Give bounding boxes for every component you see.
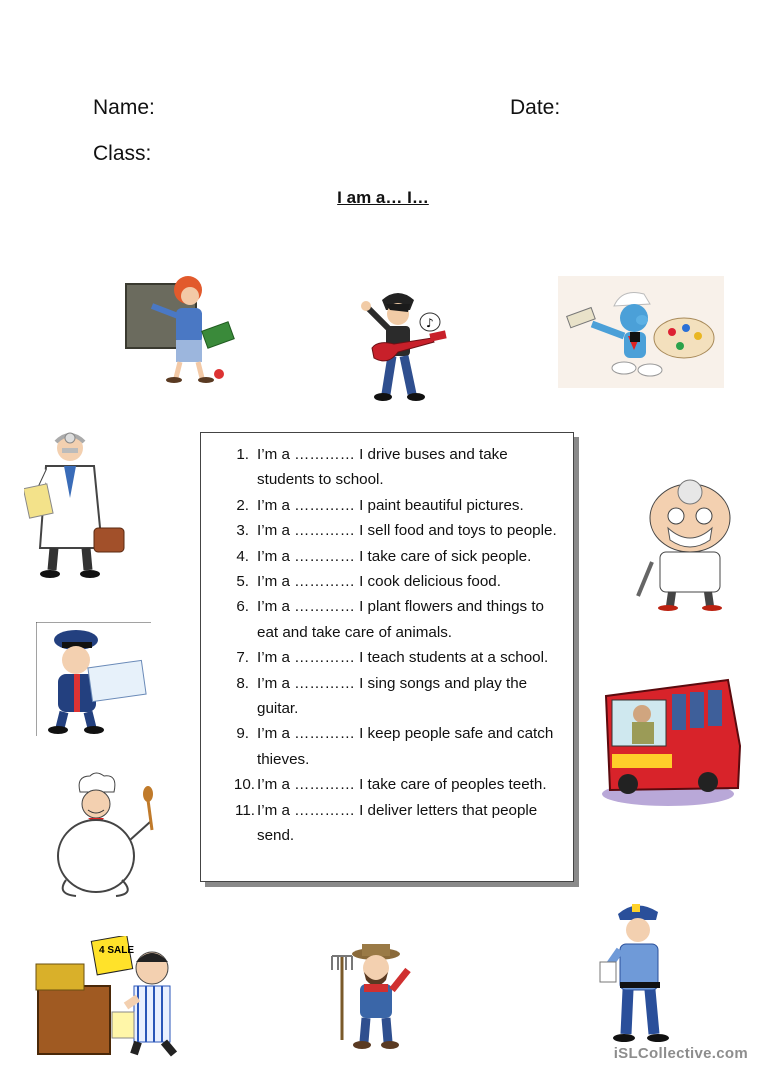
sentence-item: 1. I’m a ………… I drive buses and take students to school. [236, 446, 508, 489]
sentence-item: 5. I’m a ………… I cook delicious food. [236, 573, 501, 591]
sentence-item: 6. I’m a ………… I plant flowers and things to eat and take care of animals. [236, 598, 544, 641]
sentence-item: 9. I’m a ………… I keep people safe and catch thieves. [236, 725, 554, 768]
sentence-item: 10. I’m a ………… I take care of peoples teeth. [233, 776, 547, 794]
shopkeeper-illustration [34, 936, 188, 1060]
painter-illustration [558, 276, 724, 388]
sentence-item: 7. I’m a ………… I teach students at a school. [236, 649, 549, 667]
singer-illustration [352, 286, 452, 408]
postman-illustration [36, 622, 151, 736]
watermark: iSLCollective.com [613, 1045, 748, 1062]
date-label: Date: [510, 96, 561, 119]
sentences-box [200, 432, 574, 882]
bus-driver-illustration [598, 676, 744, 808]
sentence-item: 3. I’m a ………… I sell food and toys to people. [236, 522, 557, 540]
policeman-illustration [596, 898, 680, 1044]
farmer-illustration [326, 940, 422, 1052]
svg-text:♪: ♪ [426, 316, 434, 330]
sentence-item: 4. I’m a ………… I take care of sick people. [236, 547, 532, 565]
sentence-item: 8. I’m a ………… I sing songs and play the guitar. [236, 674, 528, 718]
dentist-illustration [632, 478, 748, 612]
worksheet-title: I am a… I… [337, 188, 429, 207]
doctor-illustration [24, 428, 134, 578]
class-label: Class: [93, 142, 152, 165]
sentence-item: 2. I’m a ………… I paint beautiful pictures. [236, 496, 524, 514]
sentences-list [201, 433, 573, 849]
sentence-item: 11. I’m a ………… I deliver letters that people send. [235, 801, 538, 845]
teacher-illustration [124, 270, 239, 385]
name-label: Name: [93, 96, 155, 119]
shop-sign-text: 4 SALE [99, 945, 135, 956]
cook-illustration [46, 770, 162, 900]
